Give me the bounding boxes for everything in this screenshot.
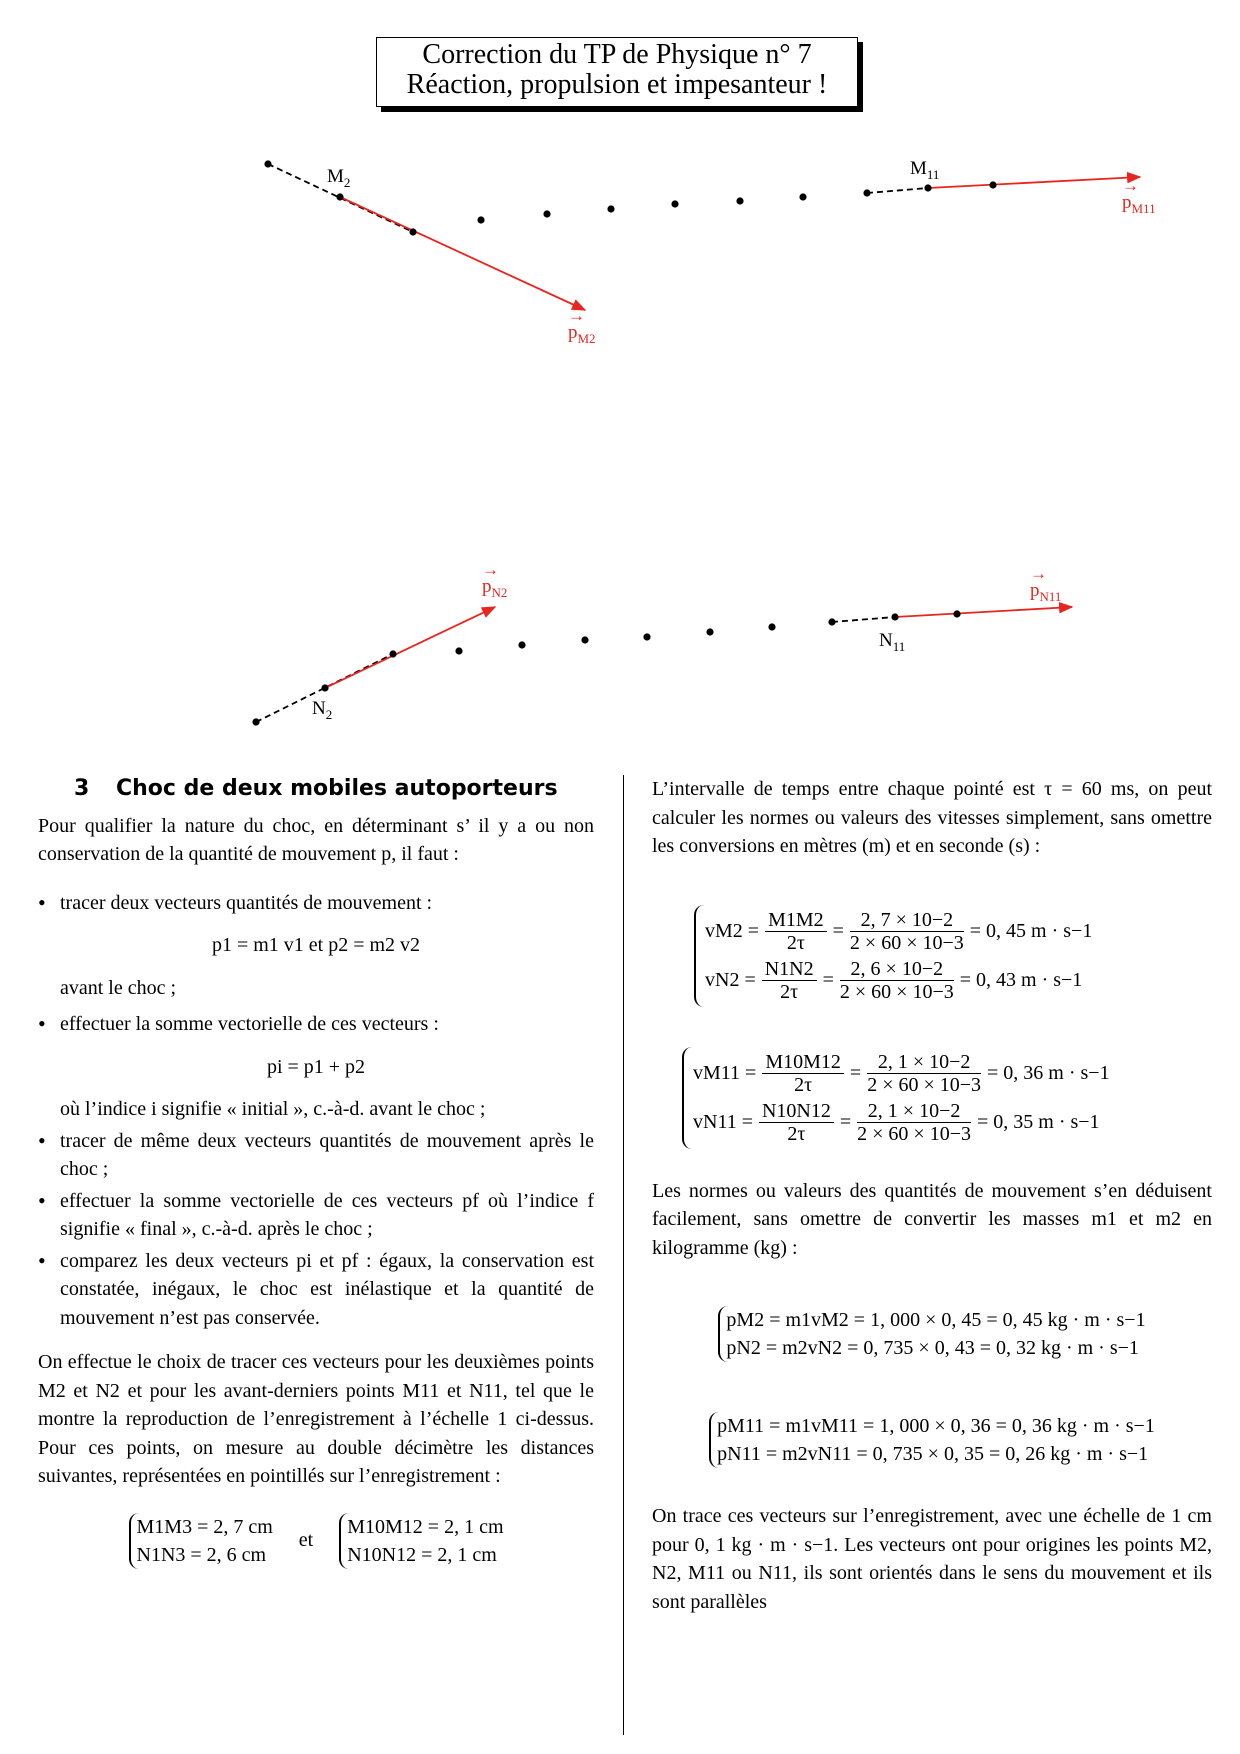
point-m3: [409, 228, 416, 235]
label-n11: $N_{11}$: [879, 630, 906, 654]
eq-vm2: vM2 = $\frac{M1M2}{2\tau}$ = $\frac{2, 7 \times 10-2}{2 \times 60 \times 10-3}$ = 0, 45 m · s−1: [705, 908, 1093, 954]
vectors-paragraph: On trace ces vecteurs sur l’enregistrement, avec une échelle de 1 cm pour 0, 1 kg · m · s−1. Les vecteurs ont pour origines les points M2, N2, M11 ou N11, ils sont orientés dans le sens du mouvement et ils sont parallèles: [652, 1505, 1212, 1613]
point-m1: [264, 160, 271, 167]
label-pn2: → $p_{N2}$: [482, 576, 507, 601]
left-column: [38, 775, 594, 1569]
eq-pn11: pN11 = m2vN11 = 0, 735 × 0, 35 = 0, 26 kg · m · s−1: [717, 1443, 1149, 1465]
bullet-2-after: où l’indice i signifie « initial », c.-à-d. avant le choc ;: [60, 1098, 486, 1120]
dist-m1m3: M1M3 = 2, 7 cm: [136, 1515, 273, 1538]
vector-pm11: [928, 177, 1140, 188]
intro-paragraph: Pour qualifier la nature du choc, en déterminant s’ il y a ou non conservation de la quantité de mouvement p, il faut :: [38, 814, 594, 865]
bullet-2: • effectuer la somme vectorielle de ces vecteurs :: [38, 1010, 594, 1039]
label-pm11: → $p_{M11}$: [1122, 192, 1156, 217]
eq-vm11: vM11 = $\frac{M10M12}{2\tau}$ = $\frac{2, 1 \times 10-2}{2 \times 60 \times 10-3}$ = 0, 36 m · s−1: [693, 1050, 1110, 1096]
bullet-5: • comparez les deux vecteurs pi et pf : égaux, la conservation est constatée, inégaux, le choc est inélastique et la quantité de mouvement n’est pas conservée.: [38, 1247, 594, 1333]
bullet-1-after: avant le choc ;: [60, 976, 177, 999]
point-m12: [989, 181, 996, 188]
equation-pi: pi = p1 + p2: [266, 1055, 366, 1078]
point-n10: [828, 618, 835, 625]
velocity-system-2: [652, 1047, 1212, 1149]
dist-et: et: [298, 1529, 314, 1552]
point-n9: [768, 623, 775, 630]
point-m7: [671, 200, 678, 207]
eq-pm11: pM11 = m1vM11 = 1, 000 × 0, 36 = 0, 36 kg · m · s−1: [717, 1415, 1155, 1437]
dist-n1n3: N1N3 = 2, 6 cm: [136, 1543, 267, 1566]
point-m4: [477, 216, 484, 223]
point-m11: [924, 184, 931, 191]
distance-system-2: [339, 1513, 503, 1569]
point-n2: [321, 684, 328, 691]
section-heading: 3 Choc de deux mobiles autoporteurs: [74, 776, 558, 801]
masses-paragraph: Les normes ou valeurs des quantités de mouvement s’en déduisent facilement, sans omettre de convertir les masses m1 et m2 en kilogramme (kg) :: [652, 1179, 1212, 1259]
n-points: [252, 610, 960, 725]
point-m6: [607, 205, 614, 212]
eq-vn2: vN2 = $\frac{N1N2}{2\tau}$ = $\frac{2, 6 \times 10-2}{2 \times 60 \times 10-3}$ = 0, 43 m · s−1: [705, 957, 1083, 1003]
bullet-4: • effectuer la somme vectorielle de ces vecteurs pf où l’indice f signifie « final », c.-à-d. après le choc ;: [38, 1187, 594, 1244]
equation-p1-p2: p1 = m1 v1 et p2 = m2 v2: [211, 934, 421, 956]
point-m10: [863, 189, 870, 196]
bullet-1: • tracer deux vecteurs quantités de mouvement :: [38, 889, 594, 918]
dashed-m10m12: [867, 188, 928, 193]
point-n3: [389, 650, 396, 657]
interval-paragraph: L’intervalle de temps entre chaque pointé est τ = 60 ms, on peut calculer les normes ou valeurs des vitesses simplement, sans omettre les conversions en mètres (m) et en seconde (s) :: [652, 778, 1212, 857]
point-n8: [706, 628, 713, 635]
label-pm2: → $p_{M2}$: [568, 322, 596, 347]
column-divider: [623, 775, 624, 1735]
point-n1: [252, 718, 259, 725]
vector-pn11: [895, 607, 1072, 617]
title-line-2: Réaction, propulsion et impesanteur !: [406, 69, 828, 100]
momentum-system-1: [652, 1306, 1212, 1362]
eq-pm2: pM2 = m1vM2 = 1, 000 × 0, 45 = 0, 45 kg · m · s−1: [726, 1309, 1146, 1331]
vector-pn2: [325, 607, 495, 688]
point-m5: [543, 210, 550, 217]
label-pn11: → $p_{N11}$: [1030, 580, 1061, 605]
distance-systems: [38, 1513, 594, 1569]
point-n4: [455, 647, 462, 654]
point-n7: [643, 633, 650, 640]
distance-system-1: [129, 1513, 273, 1569]
dist-m10m12: M10M12 = 2, 1 cm: [347, 1515, 504, 1538]
momentum-system-2: [652, 1412, 1212, 1468]
point-m2: [336, 193, 343, 200]
label-m2: $M_2$: [327, 166, 351, 190]
recording-figure: [0, 0, 1240, 760]
label-m11: $M_{11}$: [910, 158, 940, 182]
dashed-n10n12: [832, 617, 895, 622]
choice-paragraph: On effectue le choix de tracer ces vecteurs pour les deuxièmes points M2 et N2 et pour les avant-derniers points M11 et N11, tel que le montre la reproduction de l’enregistrement à l’échelle 1 ci-dessus. Pour ces points, on mesure au double décimètre les distances suivantes, représentées en pointillés sur l’enregistrement :: [38, 1351, 594, 1487]
title-line-1: Correction du TP de Physique n° 7: [422, 39, 812, 70]
velocity-system-1: [652, 905, 1212, 1007]
point-n11: [891, 613, 898, 620]
point-n12: [953, 610, 960, 617]
eq-pn2: pN2 = m2vN2 = 0, 735 × 0, 43 = 0, 32 kg · m · s−1: [726, 1337, 1139, 1359]
point-m8: [736, 197, 743, 204]
point-n6: [581, 636, 588, 643]
bullet-3: • tracer de même deux vecteurs quantités de mouvement après le choc ;: [38, 1127, 594, 1184]
eq-vn11: vN11 = $\frac{N10N12}{2\tau}$ = $\frac{2, 1 \times 10-2}{2 \times 60 \times 10-3}$ = 0, 35 m · s−1: [693, 1099, 1100, 1145]
point-n5: [518, 641, 525, 648]
label-n2: $N_2$: [312, 698, 333, 722]
m-points: [264, 160, 996, 235]
right-column: [652, 775, 1212, 1616]
dist-n10n12: N10N12 = 2, 1 cm: [347, 1543, 497, 1566]
point-m9: [799, 193, 806, 200]
